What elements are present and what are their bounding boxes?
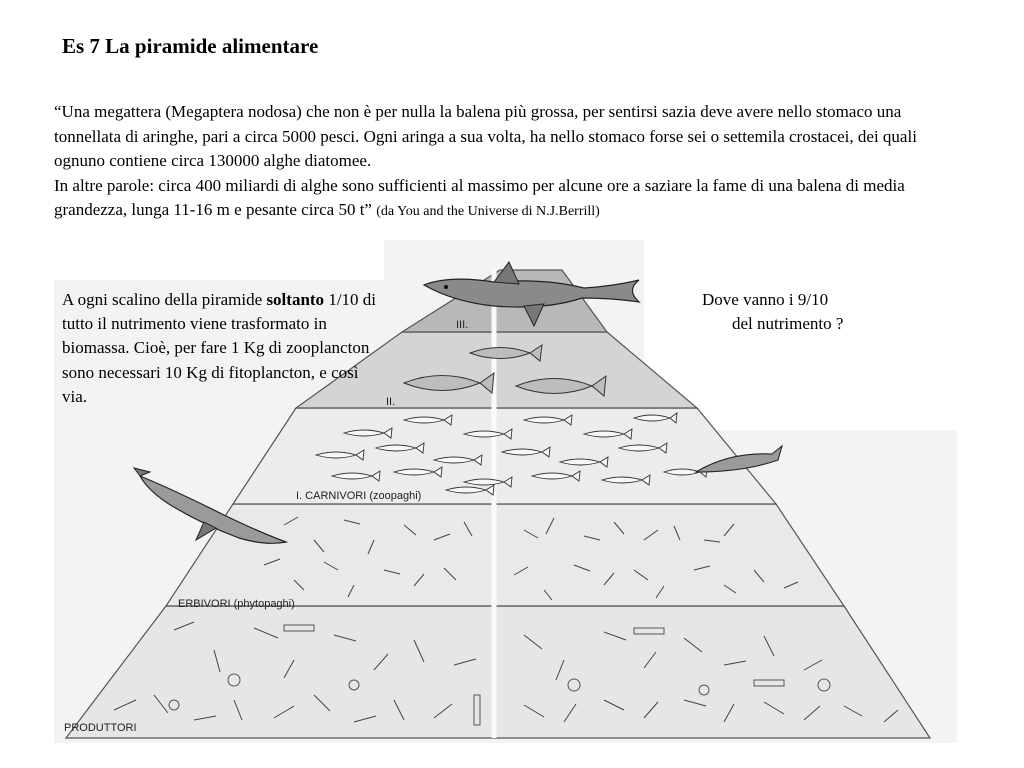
tier-carnivori-label: I. CARNIVORI (zoopaghi)	[296, 490, 422, 502]
biomass-note-suffix: 1/10 di tutto il nutrimento viene trasformato in biomassa. Cioè, per fare 1 Kg di zooplancton sono necessari 10 Kg di fitoplancton, e così via.	[62, 290, 377, 406]
biomass-note-emphasis: soltanto	[266, 290, 325, 309]
question-note-line-2: del nutrimento ?	[732, 314, 844, 334]
quote-source: (da You and the Universe di N.J.Berrill)	[376, 204, 600, 219]
tier-erbivori-label: ERBIVORI (phytopaghi)	[178, 598, 295, 610]
biomass-note-prefix: A ogni scalino della piramide	[62, 290, 267, 309]
quote-paragraph-2-text: In altre parole: circa 400 miliardi di alghe sono sufficienti al massimo per alcune ore a saziare la fame di una balena di media grandezza, lunga 11-16 m e pesante circa 50 t”	[54, 175, 905, 219]
question-note-line-1: Dove vanno i 9/10	[702, 290, 829, 309]
quote-paragraph-1: “Una megattera (Megaptera nodosa) che non è per nulla la balena più grossa, per sentirsi sazia deve avere nello stomaco una tonnellata di aringhe, pari a circa 5000 pesci. Ogni aringa a sua volta, ha nello stomaco forse sei o settemila crostacei, dei quali ognuno contiene circa 130000 alghe diatomee.	[54, 102, 917, 170]
tier-erbivori-band	[166, 504, 844, 606]
tier-produttori-label: PRODUTTORI	[64, 722, 137, 734]
question-note	[702, 288, 843, 336]
biomass-note	[62, 288, 382, 409]
page-title: Es 7 La piramide alimentare	[62, 34, 319, 58]
tier-produttori-band	[66, 606, 930, 738]
quote-paragraph-2	[54, 174, 959, 225]
quote-block	[54, 100, 959, 225]
tier-iii-label: III.	[456, 319, 469, 331]
figure-cutout-left	[54, 240, 384, 280]
tier-ii-label: II.	[386, 396, 396, 408]
